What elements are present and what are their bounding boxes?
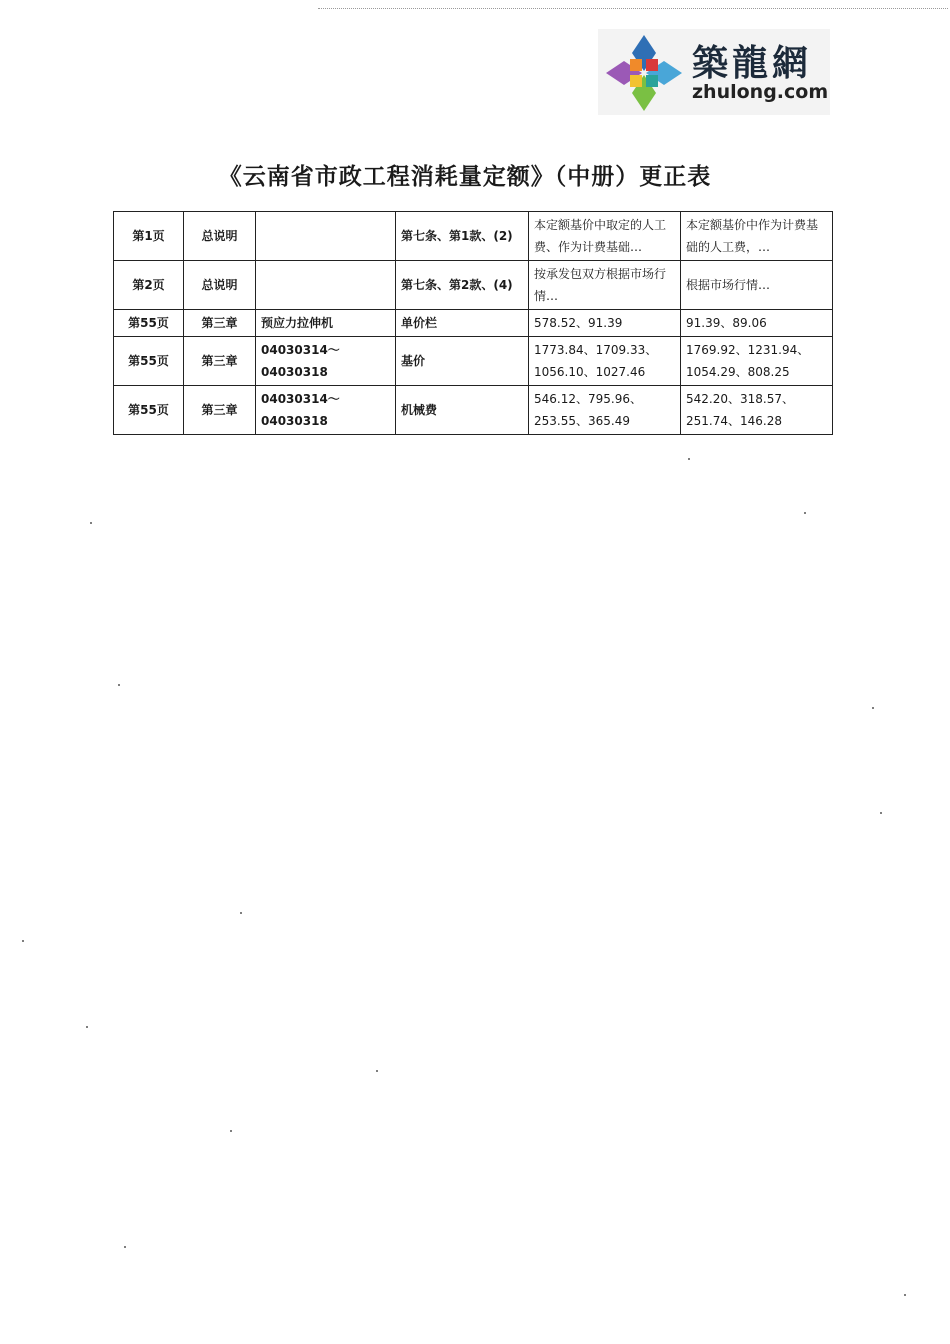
cell-section: 总说明	[184, 212, 256, 261]
scan-speck	[230, 1130, 232, 1132]
scan-speck	[124, 1246, 126, 1248]
cell-page: 第1页	[114, 212, 184, 261]
table-row	[114, 310, 833, 337]
correction-table-body	[114, 212, 833, 435]
cell-clause: 基价	[396, 337, 529, 386]
cell-corrected: 542.20、318.57、251.74、146.28	[681, 386, 833, 435]
scan-speck	[688, 458, 690, 460]
cell-clause: 第七条、第1款、(2)	[396, 212, 529, 261]
table-row	[114, 212, 833, 261]
cell-item: 预应力拉伸机	[256, 310, 396, 337]
cell-original: 本定额基价中取定的人工费、作为计费基础…	[529, 212, 681, 261]
cell-corrected: 1769.92、1231.94、1054.29、808.25	[681, 337, 833, 386]
cell-original: 按承发包双方根据市场行情…	[529, 261, 681, 310]
scan-speck	[376, 1070, 378, 1072]
cell-original: 546.12、795.96、253.55、365.49	[529, 386, 681, 435]
scan-speck	[118, 684, 120, 686]
cell-corrected: 本定额基价中作为计费基础的人工费，…	[681, 212, 833, 261]
cell-corrected: 根据市场行情…	[681, 261, 833, 310]
logo-domain: zhulong.com	[692, 81, 829, 103]
scan-speck	[804, 512, 806, 514]
table-row	[114, 337, 833, 386]
cell-page: 第55页	[114, 337, 184, 386]
cell-item: 04030314～04030318	[256, 386, 396, 435]
table-row	[114, 261, 833, 310]
cell-page: 第55页	[114, 386, 184, 435]
cell-item	[256, 212, 396, 261]
logo-pinwheel-icon	[604, 33, 684, 113]
scan-speck	[872, 707, 874, 709]
cell-page: 第55页	[114, 310, 184, 337]
cell-section: 总说明	[184, 261, 256, 310]
document-title: 《云南省市政工程消耗量定额》（中册）更正表	[218, 164, 712, 190]
cell-section: 第三章	[184, 310, 256, 337]
cell-clause: 单价栏	[396, 310, 529, 337]
cell-corrected: 91.39、89.06	[681, 310, 833, 337]
logo-chinese-name: 築龍網	[692, 42, 813, 84]
zhulong-logo	[598, 29, 830, 115]
cell-section: 第三章	[184, 337, 256, 386]
cell-clause: 第七条、第2款、(4)	[396, 261, 529, 310]
scan-speck	[904, 1294, 906, 1296]
cell-clause: 机械费	[396, 386, 529, 435]
cell-section: 第三章	[184, 386, 256, 435]
correction-table	[113, 211, 833, 435]
cell-original: 1773.84、1709.33、1056.10、1027.46	[529, 337, 681, 386]
table-row	[114, 386, 833, 435]
top-scan-rule	[318, 8, 948, 9]
scan-speck	[880, 812, 882, 814]
scan-speck	[90, 522, 92, 524]
cell-item: 04030314～04030318	[256, 337, 396, 386]
scan-speck	[240, 912, 242, 914]
cell-original: 578.52、91.39	[529, 310, 681, 337]
cell-item	[256, 261, 396, 310]
cell-page: 第2页	[114, 261, 184, 310]
scan-speck	[86, 1026, 88, 1028]
scan-speck	[22, 940, 24, 942]
